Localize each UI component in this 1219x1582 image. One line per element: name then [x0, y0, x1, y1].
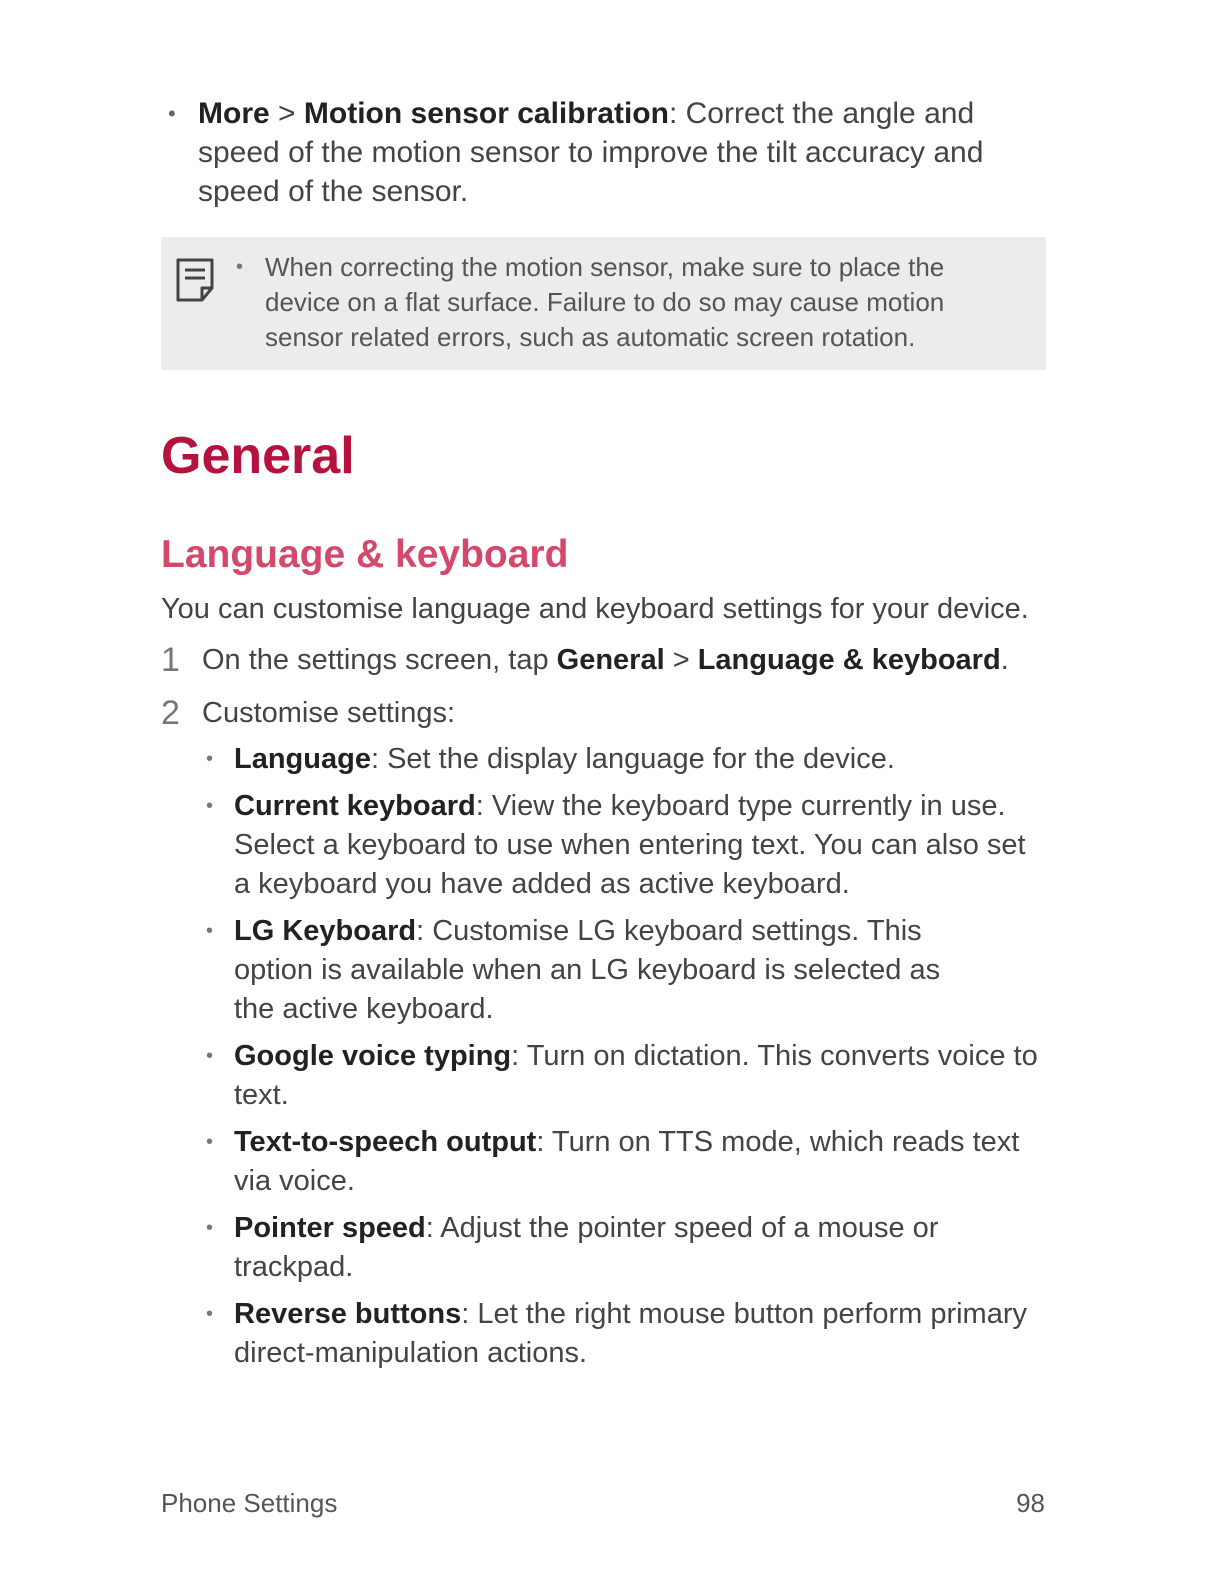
note-text [236, 250, 1026, 355]
option-desc: : Set the display language for the device. [370, 743, 895, 775]
section-title: General [161, 427, 355, 485]
option-desc: : Adjust the pointer speed of a mouse or trackpad. [234, 1212, 939, 1283]
note-box [161, 237, 1046, 370]
option-language [202, 740, 1042, 779]
step-suffix: . [1000, 644, 1009, 676]
option-label: Google voice typing [234, 1040, 512, 1072]
step-prefix: On the settings screen, tap [202, 644, 557, 676]
note-icon [175, 257, 215, 303]
bullet-text [198, 94, 1042, 211]
option-label: Language [234, 743, 371, 775]
general-menu-label: General [556, 644, 665, 676]
step-text: Customise settings: [202, 697, 456, 729]
option-desc: : Let the right mouse button perform primary direct-manipulation actions. [234, 1298, 1027, 1369]
option-label: LG Keyboard [234, 915, 417, 947]
menu-separator: > [664, 644, 698, 676]
bullet-dot: • [206, 1303, 214, 1325]
motion-calibration-desc: : Correct the angle and speed of the motion sensor to improve the tilt accuracy and speed of the sensor. [198, 97, 984, 208]
bullet-dot: • [206, 1131, 214, 1153]
note-bullet-dot: • [236, 256, 244, 278]
bullet-dot: • [206, 920, 214, 942]
language-keyboard-menu-label: Language & keyboard [697, 644, 1001, 676]
bullet-dot: • [206, 1045, 214, 1067]
option-google-voice-typing [202, 1037, 1042, 1115]
bullet-dot: • [168, 101, 176, 126]
menu-separator: > [269, 97, 304, 130]
step-text [202, 641, 1009, 679]
option-desc: : View the keyboard type currently in use. Select a keyboard to use when entering text. You can also set a keyboard you have added as active keyboard. [234, 790, 1026, 900]
step-number: 2 [161, 694, 180, 732]
bullet-dot: • [206, 1217, 214, 1239]
intro-text: You can customise language and keyboard settings for your device. [161, 593, 1029, 625]
option-pointer-speed [202, 1209, 1042, 1287]
option-desc: : Turn on TTS mode, which reads text via voice. [234, 1126, 1020, 1197]
bullet-dot: • [206, 795, 214, 817]
option-label: Pointer speed [234, 1212, 426, 1244]
option-lg-keyboard [202, 912, 1042, 1029]
motion-calibration-bullet [162, 94, 1042, 211]
option-desc: : Customise LG keyboard settings. This option is available when an LG keyboard is selected as the active keyboard. [234, 915, 941, 1025]
step-2 [161, 694, 455, 732]
menu-more-label: More [198, 97, 270, 130]
option-current-keyboard [202, 787, 1042, 904]
option-label: Text-to-speech output [234, 1126, 537, 1158]
motion-calibration-label: Motion sensor calibration [303, 97, 669, 130]
footer-section-name: Phone Settings [161, 1488, 338, 1518]
option-desc: : Turn on dictation. This converts voice to text. [234, 1040, 1038, 1111]
option-label: Reverse buttons [234, 1298, 462, 1330]
step-number: 1 [161, 641, 180, 679]
subsection-title: Language & keyboard [161, 533, 569, 576]
settings-options-list [202, 740, 1042, 1381]
step-1 [161, 641, 1009, 679]
bullet-dot: • [206, 748, 214, 770]
note-body: When correcting the motion sensor, make sure to place the device on a flat surface. Failure to do so may cause motion sensor related errors, such as automatic screen rotation. [265, 252, 945, 352]
option-text-to-speech [202, 1123, 1042, 1201]
option-reverse-buttons [202, 1295, 1042, 1373]
page-number: 98 [1016, 1488, 1045, 1518]
option-label: Current keyboard [234, 790, 476, 822]
